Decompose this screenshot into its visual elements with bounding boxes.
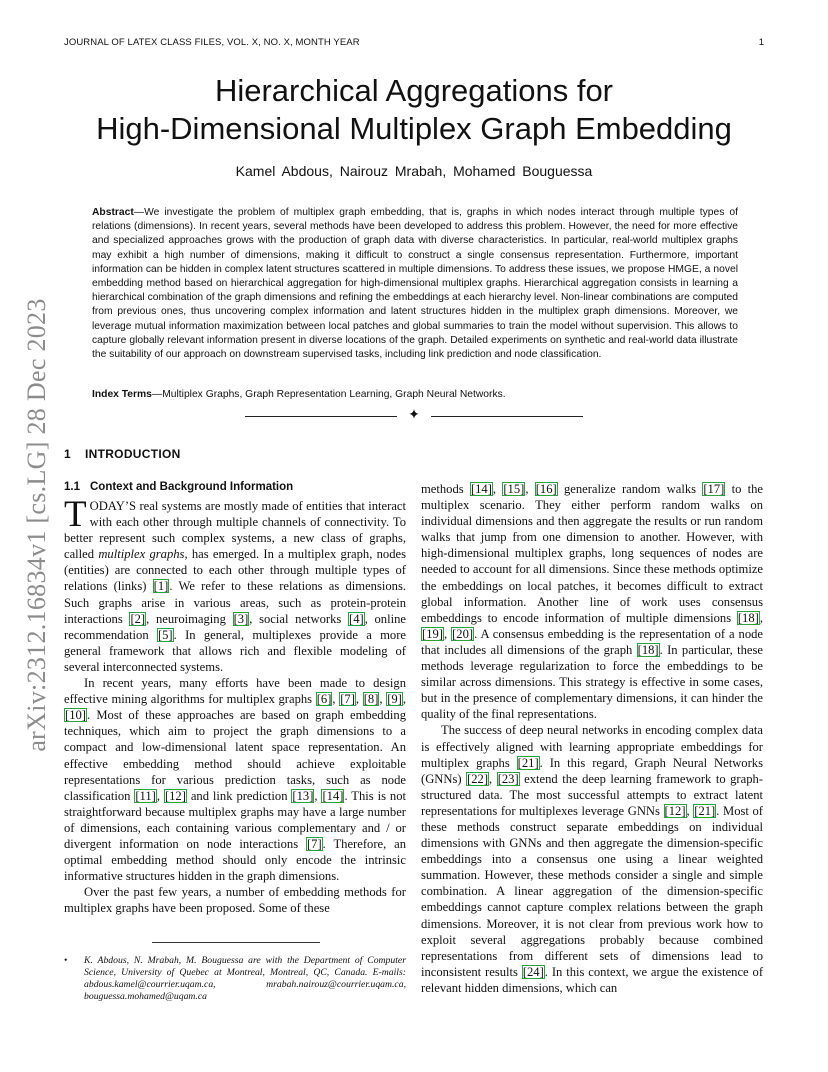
citation-link[interactable]: [16]: [535, 482, 557, 496]
paper-title: [0, 72, 828, 148]
citation-link[interactable]: [15]: [503, 482, 525, 496]
citation-link[interactable]: [10]: [65, 708, 86, 723]
intro-paragraph-3: Over the past few years, a number of embedding methods for multiplex graphs have been proposed. Some of these: [64, 885, 406, 916]
footnote-rule: [152, 942, 320, 943]
section-number: 1: [64, 447, 71, 461]
citation-link[interactable]: [14]: [322, 788, 344, 803]
citation-link[interactable]: [13]: [292, 788, 314, 803]
title-line-2: High-Dimensional Multiplex Graph Embedding: [96, 111, 732, 146]
index-terms: [92, 388, 738, 402]
arxiv-stamp: arXiv:2312.16834v1 [cs.LG] 28 Dec 2023: [22, 298, 51, 752]
footnote: [64, 955, 406, 1003]
citation-link[interactable]: [21]: [694, 803, 716, 818]
bullet-icon: •: [64, 955, 68, 966]
citation-link[interactable]: [9]: [387, 692, 402, 707]
right-column: [421, 481, 763, 996]
subsection-title: Context and Background Information: [90, 481, 294, 493]
citation-link[interactable]: [14]: [470, 482, 492, 496]
abstract: [92, 206, 738, 362]
footnote-text: K. Abdous, N. Mrabah, M. Bouguessa are with the Department of Computer Science, University of Quebec at Montreal, Montreal, QC, Canada. E-mails: abdous.kamel@courrier.uqam.ca, mrabah.nairouz@courrier.uqam.ca, bouguessa.mohamed@uqam.ca: [84, 955, 406, 1002]
page-number: 1: [758, 37, 764, 48]
left-column: [64, 494, 407, 916]
citation-link[interactable]: [23]: [497, 771, 519, 786]
intro-paragraph-2: In recent years, many efforts have been made to design effective mining algorithms for multiplex graphs [6], [7], [8], [9], [10]. Most of these approaches are based on graph embedding techniques, which aim to project the graph dimensions to a compact and low-dimensional latent space representation. An effective embedding method should achieve exploitable representations for various prediction tasks, such as node classification [11], [12] and link prediction [13], [14]. This is not straightforward because multiplex graphs may have a large number of dimensions, each containing various complementary and / or divergent information on node interactions [7]. Therefore, an optimal embedding method should only encode the intrinsic informative structures hidden in the graph dimensions.: [64, 676, 407, 884]
section-title: INTRODUCTION: [84, 447, 181, 461]
intro-paragraph-4: The success of deep neural networks in encoding complex data is effectively aligned with learning appropriate embeddings for multiplex graphs [21]. In this regard, Graph Neural Networks (GNNs) [22], [23] extend the deep learning framework to graph-structured data. The most successful attempts to extract latent representations for multiplexes leverage GNNs [12], [21]. Most of these methods construct separate embeddings on individual dimensions with GNNs and then aggregate the dimension-specific embeddings into a consensus one using a linear weighted summation. However, these methods consider a single and simple combination. A linear aggregation of the dimension-specific embeddings cannot capture complex relations between the graph dimensions. Moreover, it is not clear from previous work how to exploit several aggregations probably because combined representations from different sets of dimensions lead to inconsistent results [24]. In this context, we argue the existence of relevant hidden dimensions, which can: [421, 723, 764, 995]
diamond-ornament-icon: ✦: [408, 408, 420, 423]
intro-paragraph-3-cont: methods [14], [15], [16] generalize random walks [17] to the multiplex scenario. They either perform random walks on individual dimensions and then aggregate the results or run random walks that jump from one dimension to another. However, with high-dimensional multiplex graphs, long sequences of nodes are needed to account for all dimensions. Since these methods optimize the embeddings on local patches, it becomes difficult to extract global information. Another line of work uses consensus embeddings to encode information of multiple dimensions [18], [19], [20]. A consensus embedding is the representation of a node that includes all dimensions of the graph [18]. In particular, these methods leverage regularization to force the embeddings to be similar across dimensions. This strategy is effective in some cases, but in the presence of complementary dimensions, it can hinder the quality of the final representations.: [421, 482, 764, 722]
subsection-heading: [64, 481, 293, 493]
citation-link[interactable]: [12]: [664, 803, 686, 818]
abstract-text: —We investigate the problem of multiplex graph embedding, that is, graphs in which nodes interact through multiple types of relations (dimensions). In recent years, several methods have been developed to address this problem. However, the need for more effective and specialized approaches grows with the production of graph data with diverse characteristics. In particular, real-world multiplex graphs may exhibit a high number of dimensions, making it difficult to construct a single consensus representation. Furthermore, important information can be hidden in complex latent structures scattered in multiple dimensions. To address these issues, we propose HMGE, a novel embedding method based on hierarchical aggregation for high-dimensional multiplex graphs. Hierarchical aggregation consists in learning a hierarchical combination of the graph dimensions and refining the embeddings at each hierarchy level. Non-linear combinations are computed from previous ones, thus uncovering complex information and latent structures hidden in the multiplex graph dimensions. Moreover, we leverage mutual information maximization between local patches and global summaries to train the model without supervision. This allows to capture globally relevant information present in diverse locations of the graph. Detailed experiments on synthetic and real-world data illustrate the suitability of our approach on downstream supervised tasks, including link prediction and node classification.: [92, 207, 738, 361]
citation-link[interactable]: [6]: [316, 692, 332, 707]
section-heading: [64, 447, 181, 461]
citation-link[interactable]: [18]: [737, 610, 759, 625]
citation-link[interactable]: [4]: [349, 611, 364, 626]
citation-link[interactable]: [12]: [164, 788, 186, 803]
authors: Kamel Abdous, Nairouz Mrabah, Mohamed Bouguessa: [235, 163, 593, 179]
citation-link[interactable]: [1]: [153, 579, 169, 594]
dropcap: T: [64, 494, 87, 535]
index-terms-text: —Multiplex Graphs, Graph Representation Learning, Graph Neural Networks.: [151, 389, 506, 400]
citation-link[interactable]: [20]: [452, 626, 474, 641]
citation-link[interactable]: [7]: [340, 692, 355, 707]
subsection-number: 1.1: [64, 481, 80, 493]
citation-link[interactable]: [5]: [157, 627, 173, 642]
index-terms-label: Index Terms: [92, 389, 152, 400]
citation-link[interactable]: [17]: [703, 482, 725, 496]
running-header: JOURNAL OF LATEX CLASS FILES, VOL. X, NO. X, MONTH YEAR: [64, 37, 360, 48]
intro-paragraph-1: TODAY’S real systems are mostly made of entities that interact with each other through multiple channels of connectivity. To better represent such complex systems, a new class of graphs, called multiplex graphs, has emerged. In a multiplex graph, nodes (entities) are connected to each other through multiple types of relations (links) [1]. We refer to these relations as dimensions. Such graphs arise in various areas, such as protein-protein interactions [2], neuroimaging [3], social networks [4], online recommendation [5]. In general, multiplexes provide a more general framework that allows rich and flexible modeling of several interconnected systems.: [64, 494, 406, 674]
citation-link[interactable]: [24]: [522, 964, 544, 979]
citation-link[interactable]: [2]: [130, 611, 146, 626]
citation-link[interactable]: [7]: [306, 836, 322, 851]
citation-link[interactable]: [11]: [135, 788, 156, 803]
title-line-1: Hierarchical Aggregations for: [214, 73, 614, 108]
citation-link[interactable]: [3]: [233, 611, 249, 626]
section-divider: [245, 409, 583, 423]
citation-link[interactable]: [19]: [422, 626, 443, 641]
citation-link[interactable]: [21]: [517, 755, 539, 770]
citation-link[interactable]: [18]: [637, 642, 659, 657]
abstract-label: Abstract: [92, 207, 134, 218]
citation-link[interactable]: [22]: [467, 771, 489, 786]
citation-link[interactable]: [8]: [363, 692, 379, 707]
